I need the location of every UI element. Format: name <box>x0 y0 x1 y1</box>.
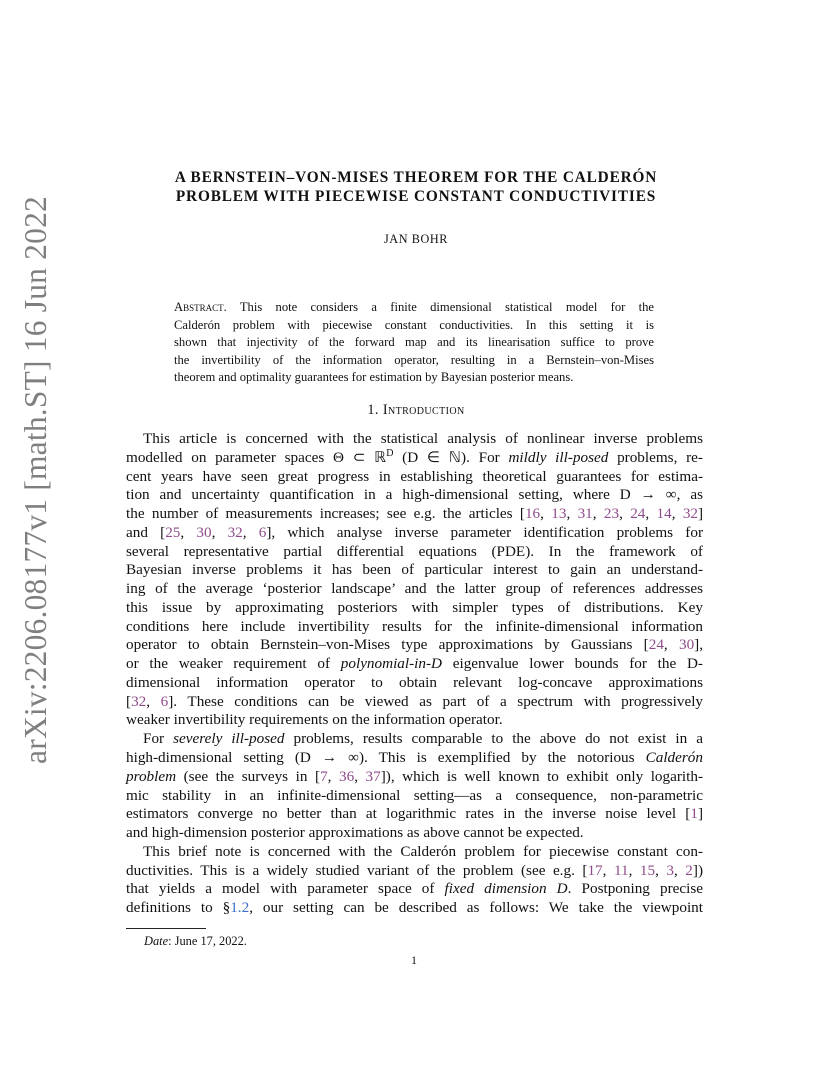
arxiv-stamp <box>18 100 54 860</box>
author-name: JAN BOHR <box>383 232 449 246</box>
text-line: For severely ill-posed problems, results comparable to the above do not exist in a <box>143 730 703 748</box>
abstract <box>174 299 654 387</box>
citation-link[interactable]: 16 <box>524 505 541 523</box>
page-number: 1 <box>411 953 417 967</box>
text-line: and [25, 30, 32, 6], which analyse inverse parameter identification problems for <box>126 523 704 541</box>
text-line: tion and uncertainty quantification in a high-dimensional setting, where D → ∞, as <box>126 486 703 504</box>
text-line: estimators converge no better than at logarithmic rates in the inverse noise level [1] <box>126 805 703 823</box>
text-line: operator to obtain Bernstein–von-Mises type approximations by Gaussians [24, 30], <box>126 636 704 654</box>
citation-link[interactable]: 23 <box>603 505 620 523</box>
text-line: definitions to §1.2, our setting can be described as follows: We take the viewpoint <box>126 899 703 917</box>
citation-link[interactable]: 1 <box>690 805 698 823</box>
citation-link[interactable]: 13 <box>551 505 567 523</box>
abstract-line: Abstract. This note considers a finite dimensional statistical model for the <box>174 300 654 314</box>
citation-link[interactable]: 6 <box>160 692 169 710</box>
text-line: or the weaker requirement of polynomial-in-D eigenvalue lower bounds for the D- <box>126 655 703 673</box>
footnote-date: Date: June 17, 2022. <box>144 934 247 948</box>
text-line: and high-dimension posterior approximations as above cannot be expected. <box>126 824 584 842</box>
abstract-line: shown that injectivity of the forward map and its linearisation suffice to prove <box>174 335 654 350</box>
citation-link[interactable]: 32 <box>227 523 243 541</box>
section-title: Introduction <box>382 402 465 418</box>
title-line-1: A BERNSTEIN–VON-MISES THEOREM FOR THE CALDERÓN <box>174 169 658 186</box>
citation-link[interactable]: 37 <box>365 767 381 785</box>
abstract-line: theorem and optimality guarantees for estimation by Bayesian posterior means. <box>174 370 574 385</box>
text-line: modelled on parameter spaces Θ ⊂ ℝ$^D$ (D ∈ ℕ). For mildly ill-posed problems, re- <box>126 447 703 466</box>
text-line: This brief note is concerned with the Calderón problem for piecewise constant con- <box>143 842 703 860</box>
citation-link[interactable]: 6 <box>258 523 267 541</box>
text-line: several representative partial differential equations (PDE). In the framework of <box>126 542 703 560</box>
text-line: cent years have seen great progress in establishing theoretical guarantees for estima- <box>126 467 703 485</box>
abstract-label: Abstract. <box>174 300 227 314</box>
citation-link[interactable]: 32 <box>682 505 699 523</box>
citation-link[interactable]: 30 <box>196 523 212 541</box>
section-ref-link[interactable]: 1.2 <box>230 899 250 917</box>
citation-link[interactable]: 3 <box>666 861 674 879</box>
text-line: ductivities. This is a widely studied variant of the problem (see e.g. [17, 11, 15, 3, 2]) <box>126 861 704 879</box>
citation-link[interactable]: 11 <box>613 861 629 879</box>
citation-link[interactable]: 25 <box>165 523 181 541</box>
text-line: dimensional information operator to obtain relevant log-concave approximations <box>126 673 703 691</box>
arxiv-identifier: arXiv:2206.08177v1 [math.ST] 16 Jun 2022 <box>18 196 53 764</box>
citation-link[interactable]: 36 <box>339 767 355 785</box>
citation-link[interactable]: 24 <box>648 636 664 654</box>
citation-link[interactable]: 15 <box>639 861 656 879</box>
text-line: this issue by approximating posteriors with simpler types of distributions. Key <box>126 598 703 616</box>
text-line: high-dimensional setting (D → ∞). This is exemplified by the notorious Calderón <box>126 749 703 767</box>
text-line: weaker invertibility requirements on the information operator. <box>126 711 503 729</box>
abstract-line: the invertibility of the information operator, resulting in a Bernstein–von-Mises <box>174 352 654 367</box>
citation-link[interactable]: 17 <box>587 861 603 879</box>
text-line: Bayesian inverse problems it has been of particular interest to gain an understand- <box>126 561 703 579</box>
citation-link[interactable]: 2 <box>685 861 693 879</box>
text-line: that yields a model with parameter space of fixed dimension D. Postponing precise <box>126 880 703 898</box>
text-line: [32, 6]. These conditions can be viewed as part of a spectrum with progressively <box>126 692 704 710</box>
section-number: 1. <box>367 402 379 418</box>
citation-link[interactable]: 14 <box>656 505 672 523</box>
section-heading <box>128 402 704 419</box>
citation-link[interactable]: 24 <box>630 505 646 523</box>
citation-link[interactable]: 30 <box>678 636 695 654</box>
text-line: This article is concerned with the statistical analysis of nonlinear inverse problems <box>143 430 703 447</box>
abstract-line: Calderón problem with piecewise constant conductivities. In this setting it is <box>174 317 654 332</box>
paper-title <box>128 168 704 206</box>
citation-link[interactable]: 7 <box>320 767 328 785</box>
title-line-2: PROBLEM WITH PIECEWISE CONSTANT CONDUCTIVITIES <box>175 188 657 205</box>
text-line: the number of measurements increases; see e.g. the articles [16, 13, 31, 23, 24, 14, 32] <box>126 505 704 523</box>
text-line: mic stability in an infinite-dimensional setting—as a consequence, non-parametric <box>126 786 703 804</box>
citation-link[interactable]: 31 <box>577 505 593 523</box>
text-line: problem (see the surveys in [7, 36, 37]), which is well known to exhibit only logarith- <box>126 767 704 785</box>
text-line: conditions here include invertibility results for the infinite-dimensional information <box>126 617 703 635</box>
footnote-rule <box>126 928 206 929</box>
text-line: ing of the average ‘posterior landscape’ and the latter group of references addresses <box>126 580 703 598</box>
citation-link[interactable]: 32 <box>131 692 147 710</box>
body-text <box>126 430 703 918</box>
